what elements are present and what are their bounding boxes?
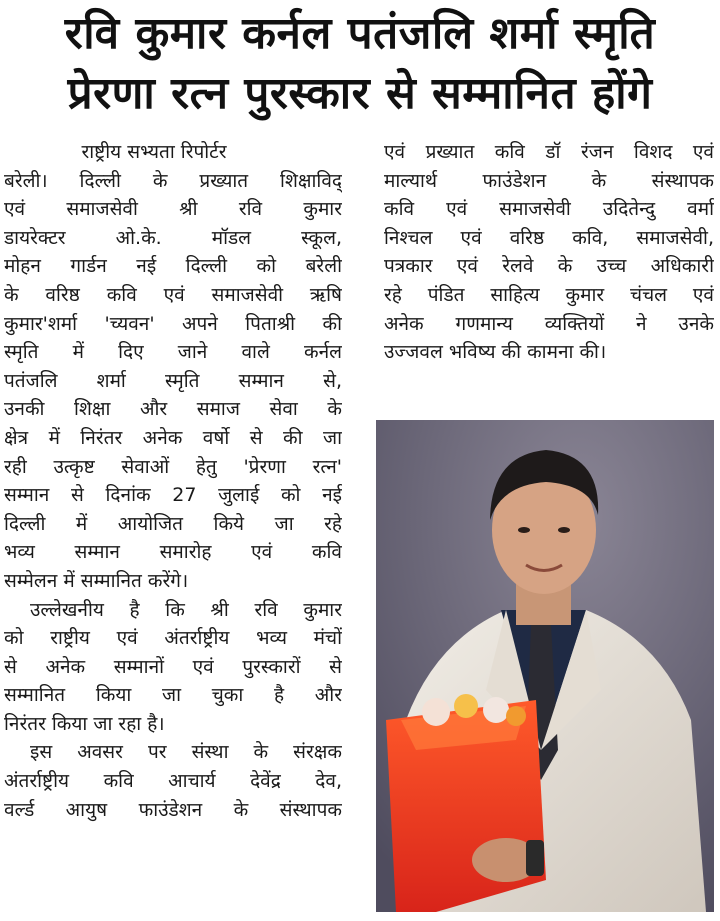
headline-line-2: प्रेरणा रत्न पुरस्कार से सम्मानित होंगे xyxy=(67,68,653,119)
body-line: माल्यार्थ फाउंडेशन के संस्थापक xyxy=(384,169,714,192)
body-line: के वरिष्ठ कवि एवं समाजसेवी ऋषि xyxy=(4,283,342,306)
body-line: डायरेक्टर ओ.के. मॉडल स्कूल, xyxy=(4,226,342,249)
body-line: सम्मेलन में सम्मानित करेंगे। xyxy=(4,569,189,592)
body-line: उल्लेखनीय है कि श्री रवि कुमार xyxy=(30,598,342,621)
body-line: निरंतर किया जा रहा है। xyxy=(4,712,165,735)
portrait-photo xyxy=(376,420,714,912)
body-line: वर्ल्ड आयुष फाउंडेशन के संस्थापक xyxy=(4,798,342,821)
body-line: एवं समाजसेवी श्री रवि कुमार xyxy=(4,198,342,221)
portrait-illustration xyxy=(376,420,714,912)
body-line: निश्चल एवं वरिष्ठ कवि, समाजसेवी, xyxy=(384,226,714,249)
body-line: कवि एवं समाजसेवी उदितेन्दु वर्मा xyxy=(384,198,714,221)
body-line: पतंजलि शर्मा स्मृति सम्मान से, xyxy=(4,369,342,392)
body-line: मोहन गार्डन नई दिल्ली को बरेली xyxy=(4,255,342,278)
body-line: स्मृति में दिए जाने वाले कर्नल xyxy=(4,341,342,364)
article-left-column xyxy=(4,138,342,824)
body-line: पत्रकार एवं रेलवे के उच्च अधिकारी xyxy=(384,255,714,278)
body-line: उनकी शिक्षा और समाज सेवा के xyxy=(4,398,342,421)
body-line: से अनेक सम्मानों एवं पुरस्कारों से xyxy=(4,655,342,678)
body-line: को राष्ट्रीय एवं अंतर्राष्ट्रीय भव्य मंचों xyxy=(4,627,342,650)
body-line: इस अवसर पर संस्था के संरक्षक xyxy=(30,741,342,764)
body-line: अंतर्राष्ट्रीय कवि आचार्य देवेंद्र देव, xyxy=(4,770,342,793)
body-line: भव्य सम्मान समारोह एवं कवि xyxy=(4,541,342,564)
headline-line-1: रवि कुमार कर्नल पतंजलि शर्मा स्मृति xyxy=(64,8,656,59)
body-line: रही उत्कृष्ट सेवाओं हेतु 'प्रेरणा रत्न' xyxy=(4,455,342,478)
body-line: अनेक गणमान्य व्यक्तियों ने उनके xyxy=(384,312,714,335)
body-line: रहे पंडित साहित्य कुमार चंचल एवं xyxy=(384,283,714,306)
body-line: उज्जवल भविष्य की कामना की। xyxy=(384,341,607,364)
byline: राष्ट्रीय सभ्यता रिपोर्टर xyxy=(81,141,227,163)
body-line: सम्मानित किया जा चुका है और xyxy=(4,684,342,707)
body-line: कुमार'शर्मा 'च्यवन' अपने पिताश्री की xyxy=(4,312,342,335)
article-right-column xyxy=(384,138,714,367)
body-line: एवं प्रख्यात कवि डॉ रंजन विशद एवं xyxy=(384,141,714,163)
body-line: क्षेत्र में निरंतर अनेक वर्षो से की जा xyxy=(4,426,342,449)
body-line: बरेली। दिल्ली के प्रख्यात शिक्षाविद् xyxy=(4,169,342,192)
body-line: सम्मान से दिनांक 27 जुलाई को नई xyxy=(4,484,342,507)
body-line: दिल्ली में आयोजित किये जा रहे xyxy=(4,512,342,535)
